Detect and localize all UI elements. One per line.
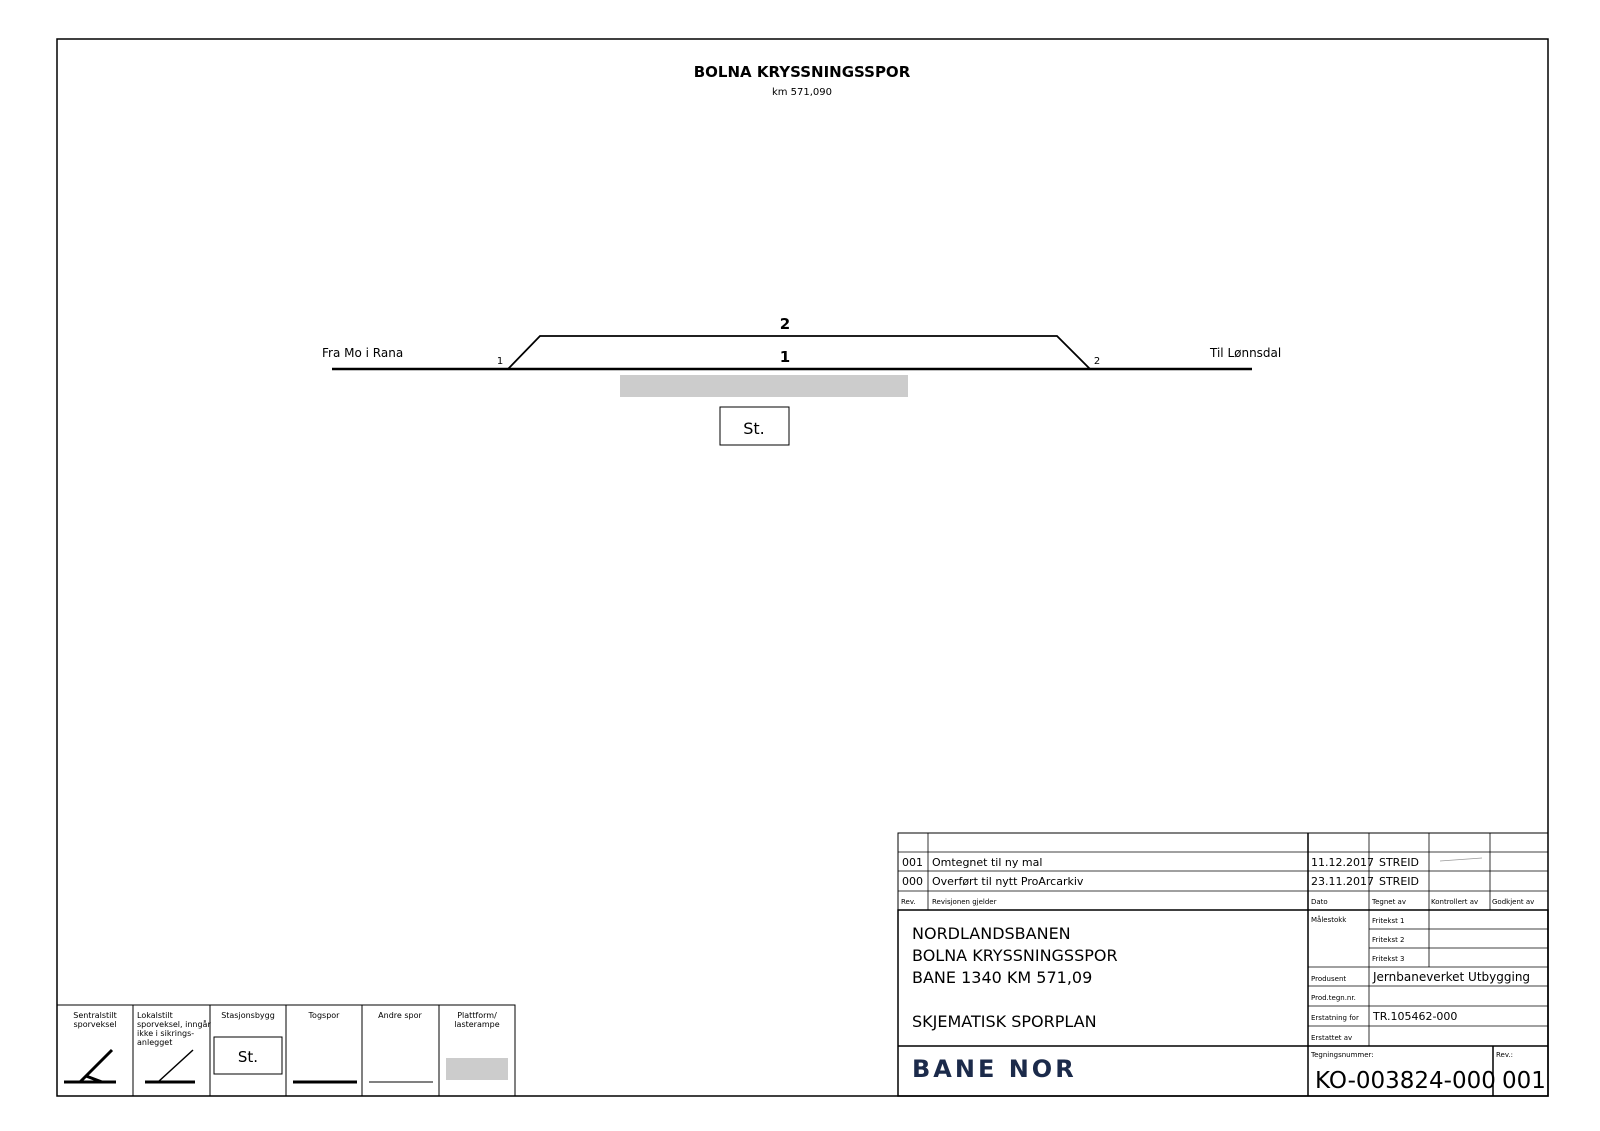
revision-000-drawn-by: STREID (1378, 875, 1420, 888)
drawing-no-label: Tegningsnummer: (1311, 1051, 1374, 1059)
platform (620, 375, 908, 397)
track-label-2: 2 (779, 315, 791, 333)
legend-platform-symbol (446, 1058, 508, 1080)
header-rev: Rev. (901, 898, 916, 906)
legend-label-train-track: Togspor (308, 1011, 340, 1020)
legend-label-other-track: Andre spor (378, 1011, 422, 1020)
diagram-title: BOLNA KRYSSNINGSSPOR (693, 63, 911, 81)
diagram-subtitle: km 571,090 (771, 87, 833, 98)
switch-label-1: 1 (496, 356, 504, 367)
revision-001-number: 001 (902, 856, 923, 869)
drawing-no-value: KO-003824-000 (1315, 1068, 1496, 1094)
rev-label: Rev.: (1496, 1051, 1514, 1059)
revision-001-text: Omtegnet til ny mal (932, 856, 1043, 869)
track-label-1: 1 (779, 348, 791, 366)
legend-label-central-switch: Sentralstilt sporveksel (73, 1011, 117, 1029)
producer-value: Jernbaneverket Utbygging (1373, 970, 1531, 984)
header-date: Dato (1311, 898, 1328, 906)
header-revision-text: Revisjonen gjelder (932, 898, 997, 906)
switch-label-2: 2 (1093, 356, 1101, 367)
legend-station-label: St. (237, 1048, 259, 1066)
header-approved-by: Godkjent av (1492, 898, 1535, 906)
revision-000-date: 23.11.2017 (1311, 875, 1374, 888)
revision-000-text: Overført til nytt ProArcarkiv (932, 875, 1084, 888)
legend-label-local-switch: Lokalstilt sporveksel, inngår ikke i sikrings-anlegget (137, 1011, 211, 1047)
title-line-1: NORDLANDSBANEN (912, 924, 1071, 943)
header-drawn-by: Tegnet av (1372, 898, 1406, 906)
replaces-label: Erstatning for (1311, 1014, 1359, 1022)
prod-no-label: Prod.tegn.nr. (1311, 994, 1356, 1002)
replaces-value: TR.105462-000 (1373, 1010, 1458, 1023)
title-line-4: SKJEMATISK SPORPLAN (912, 1012, 1097, 1031)
legend-label-station: Stasjonsbygg (221, 1011, 275, 1020)
scale-label: Målestokk (1311, 916, 1347, 924)
side-track (508, 336, 1090, 369)
to-label: Til Lønnsdal (1210, 346, 1282, 360)
replaced-by-label: Erstattet av (1311, 1034, 1353, 1042)
fritekst-1-label: Fritekst 1 (1372, 917, 1405, 925)
station-label: St. (743, 419, 765, 438)
rev-value: 001 (1502, 1068, 1546, 1094)
from-label: Fra Mo i Rana (322, 346, 404, 360)
revision-001-signature (1440, 858, 1482, 861)
revision-001-drawn-by: STREID (1378, 856, 1420, 869)
header-checked-by: Kontrollert av (1431, 898, 1479, 906)
sheet-border (57, 39, 1548, 1096)
legend (57, 1005, 515, 1096)
producer-label: Produsent (1311, 975, 1347, 983)
revision-000-number: 000 (902, 875, 923, 888)
company-logo: BANE NOR (912, 1055, 1077, 1083)
title-line-3: BANE 1340 KM 571,09 (912, 968, 1093, 987)
legend-label-platform: Plattform/ lasterampe (454, 1011, 500, 1029)
fritekst-2-label: Fritekst 2 (1372, 936, 1405, 944)
title-block (898, 833, 1548, 1096)
fritekst-3-label: Fritekst 3 (1372, 955, 1405, 963)
revision-001-date: 11.12.2017 (1311, 856, 1374, 869)
title-line-2: BOLNA KRYSSNINGSSPOR (912, 946, 1118, 965)
